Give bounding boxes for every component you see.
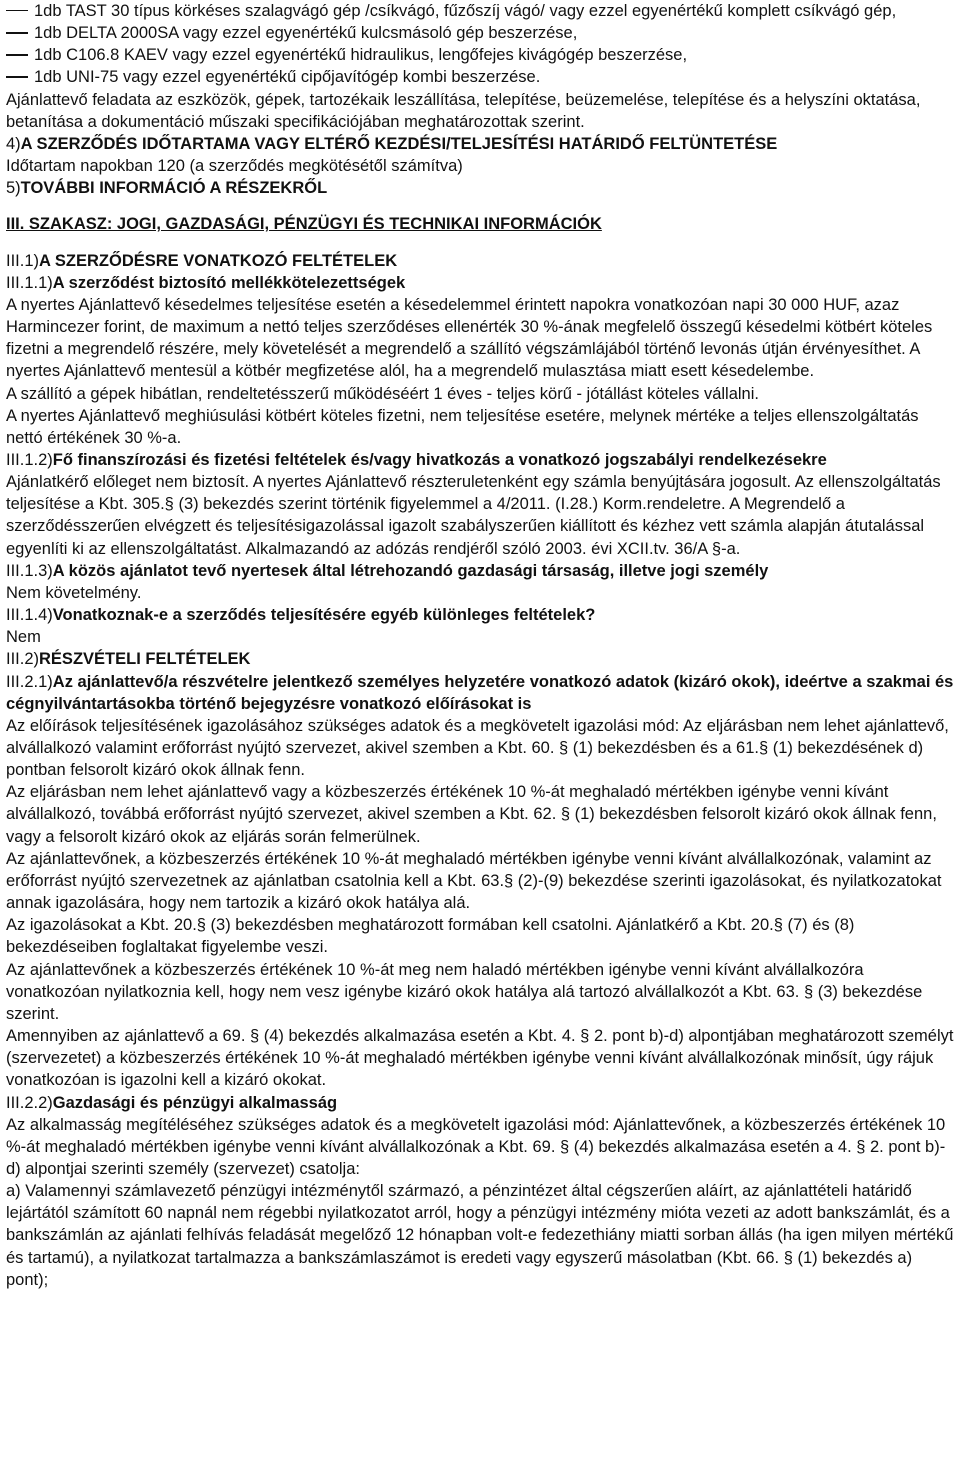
paragraph-III-2-1-b: Az eljárásban nem lehet ajánlattevő vagy a közbeszerzés értékének 10 %-át meghaladó mértékben igénybe venni kívánt alvállalkozó, továbbá erőforrást nyújtó szervezet, akivel szemben a Kbt. 62. § (1) bekezdésben felsorolt kizáró okok állnak fenn, vagy a felsorolt kizáró okok az eljárás során felmerülnek.: [6, 783, 937, 846]
heading-III-1-3: III.1.3)A közös ajánlatot tevő nyertesek által létrehozandó gazdasági társaság, illetve jogi személy: [6, 561, 769, 580]
paragraph-III-1-1-c: A nyertes Ajánlattevő meghiúsulási kötbért köteles fizetni, nem teljesítése esetére, melynek mértéke a teljes ellenszolgáltatás nettó értékének 30 %-a.: [6, 406, 919, 447]
paragraph-III-2-1-a: Az előírások teljesítésének igazolásához szükséges adatok és a megkövetelt igazolási mód: Az eljárásban nem lehet ajánlattevő, alvállalkozó valamint erőforrást nyújtó szervezet, akivel szemben a Kbt. 60. § (1) bekezdésben és a 61.§ (1) bekezdésének d) pontban felsorolt kizáró okok állnak fenn.: [6, 716, 949, 780]
heading-III-1-1: III.1.1)A szerződést biztosító mellékkötelezettségek: [6, 273, 406, 292]
dash-icon: [6, 10, 28, 12]
section-4-heading: 4)A SZERZŐDÉS IDŐTARTAMA VAGY ELTÉRŐ KEZDÉSI/TELJESÍTÉSI HATÁRIDŐ FELTÜNTETÉSE: [6, 134, 778, 153]
bullet-item: 1db TAST 30 típus körkéses szalagvágó gép /csíkvágó, fűzőszíj vágó/ vagy ezzel egyenértékű komplett csíkvágó gép,: [6, 0, 954, 22]
paragraph-III-2-1-c: Az ajánlattevőnek, a közbeszerzés értékének 10 %-át meghaladó mértékben igénybe venni kívánt alvállalkozónak, valamint az erőforrást nyújtó szervezetnek az ajánlatban csatolnia kell a Kbt. 63.§ (2)-(9) bekezdése szerinti igazolásokat, és nyilatkozatokat annak igazolására, hogy nem tartozik a kizáró okok hatálya alá.: [6, 849, 942, 913]
paragraph-III-1-1-a: A nyertes Ajánlattevő késedelmes teljesítése esetén a késedelemmel érintett napokra vonatkozóan napi 30 000 HUF, azaz Harmincezer forint, de maximum a nettó teljes szerződéses ellenérték 30 %-ának megfelelő összegű késedelmi kötbért köteles fizetni a megrendelő részére, mely követelését a megrendelő a szállító végszámlájából történő levonás útján érvényesíthet. A nyertes Ajánlattevő mentesül a kötbér megfizetése alól, ha a megrendelő mulasztása miatt esett késedelembe.: [6, 295, 933, 381]
paragraph-III-2-1-d: Az igazolásokat a Kbt. 20.§ (3) bekezdésben meghatározott formában kell csatolni. Ajánlatkérő a Kbt. 20.§ (7) és (8) bekezdéseiben foglaltakat figyelembe veszi.: [6, 916, 855, 957]
heading-III-2-2: III.2.2)Gazdasági és pénzügyi alkalmasság: [6, 1093, 338, 1112]
paragraph-III-1-3: Nem követelmény.: [6, 583, 142, 602]
heading-III-1: III.1)A SZERZŐDÉSRE VONATKOZÓ FELTÉTELEK: [6, 251, 398, 270]
dash-icon: [6, 32, 28, 34]
paragraph-III-1-2: Ajánlatkérő előleget nem biztosít. A nyertes Ajánlattevő részteruletenként egy számla benyújtására jogosult. Az ellenszolgáltatás teljesítése a Kbt. 305.§ (3) bekezdés szerint történik figyelemmel a 4/2011. (I.28.) Korm.rendeletre. A Megrendelő a szerződésszerűen elvégzett és teljesítésigazolással igazolt szabályszerűen kiállított és kézhez vett számla alapján átutalással egyenlíti ki az ellenszolgáltatást. Alkalmazandó az adózás rendjéről szóló 2003. évi XCII.tv. 36/A §-a.: [6, 473, 941, 558]
paragraph-III-2-2-b: a) Valamennyi számlavezető pénzügyi intézménytől származó, a pénzintézet által cégszerűen aláírt, az ajánlattételi határidő lejártától számított 60 napnál nem régebbi nyilatkozatot arról, hogy a pénzügyi intézmény mióta vezeti az adott bankszámlát, és a bankszámlán az ajánlati felhívás feladását megelőző 12 hónapban volt-e fedezethiány miatti sorban állás (ha igen milyen mértékű és tartamú), a nyilatkozat tartalmazza a bankszámlaszámot is eredeti vagy egyszerű másolatban (Kbt. 66. § (1) bekezdés a) pont);: [6, 1182, 954, 1289]
heading-III-1-2: III.1.2)Fő finanszírozási és fizetési feltételek és/vagy hivatkozás a vonatkozó jogszabályi rendelkezésekre: [6, 450, 827, 469]
bullet-item: 1db DELTA 2000SA vagy ezzel egyenértékű kulcsmásoló gép beszerzése,: [6, 22, 954, 44]
dash-icon: [6, 54, 28, 56]
heading-III-2: III.2)RÉSZVÉTELI FELTÉTELEK: [6, 650, 251, 669]
paragraph-III-1-1-b: A szállító a gépek hibátlan, rendeltetésszerű működéséért 1 éves - teljes körű - jótállást köteles vállalni.: [6, 384, 759, 403]
paragraph-III-2-2-a: Az alkalmasság megítéléséhez szükséges adatok és a megkövetelt igazolási mód: Ajánlattevőnek, a közbeszerzés értékének 10 %-át meghaladó mértékben igénybe venni kívánt alvállalkozónak a Kbt. 69. § (4) bekezdés alkalmazása esetén a 4. § 2. pont b)-d) alpontjai szerinti személy (szervezet) csatolja:: [6, 1115, 946, 1178]
dash-icon: [6, 76, 28, 78]
heading-III-2-1: III.2.1)Az ajánlattevő/a részvételre jelentkező személyes helyzetére vonatkozó adatok (kizáró okok), ideértve a szakmai és cégnyilvántartásokba történő bejegyzésre vonatkozó előírásokat is: [6, 672, 954, 713]
section-3-title: III. SZAKASZ: JOGI, GAZDASÁGI, PÉNZÜGYI ÉS TECHNIKAI INFORMÁCIÓK: [6, 215, 602, 234]
bullet-item: 1db UNI-75 vagy ezzel egyenértékű cipőjavítógép kombi beszerzése.: [6, 66, 954, 88]
bullet-item: 1db C106.8 KAEV vagy ezzel egyenértékű hidraulikus, lengőfejes kivágógép beszerzése,: [6, 44, 954, 66]
section-5-heading: 5)TOVÁBBI INFORMÁCIÓ A RÉSZEKRŐL: [6, 179, 328, 198]
paragraph-III-2-1-f: Amennyiben az ajánlattevő a 69. § (4) bekezdés alkalmazása esetén a Kbt. 4. § 2. pont b)-d) alpontjában meghatározott személyt (szervezetet) a közbeszerzés értékének 10 %-át meghaladó mértékben igénybe venni kívánt alvállalkozónak minősít, úgy rájuk vonatkozóan is igazolni kell a kizáró okokat.: [6, 1027, 954, 1090]
section-4-text: Időtartam napokban 120 (a szerződés megkötésétől számítva): [6, 157, 463, 176]
heading-III-1-4: III.1.4)Vonatkoznak-e a szerződés teljesítésére egyéb különleges feltételek?: [6, 606, 596, 625]
intro-paragraph: Ajánlattevő feladata az eszközök, gépek, tartozékaik leszállítása, telepítése, beüzemelése, telepítése és a helyszíni oktatása, betanítása a dokumentáció műszaki specifikációjában meghatározottak szerint.: [6, 90, 921, 131]
paragraph-III-2-1-e: Az ajánlattevőnek a közbeszerzés értékének 10 %-át meg nem haladó mértékben igénybe venni kívánt alvállalkozóra vonatkozóan nyilatkoznia kell, hogy nem vesz igénybe kizáró okok hatálya alá tartozó alvállalkozót a Kbt. 63. § (3) bekezdése szerint.: [6, 960, 923, 1023]
paragraph-III-1-4: Nem: [6, 628, 41, 647]
